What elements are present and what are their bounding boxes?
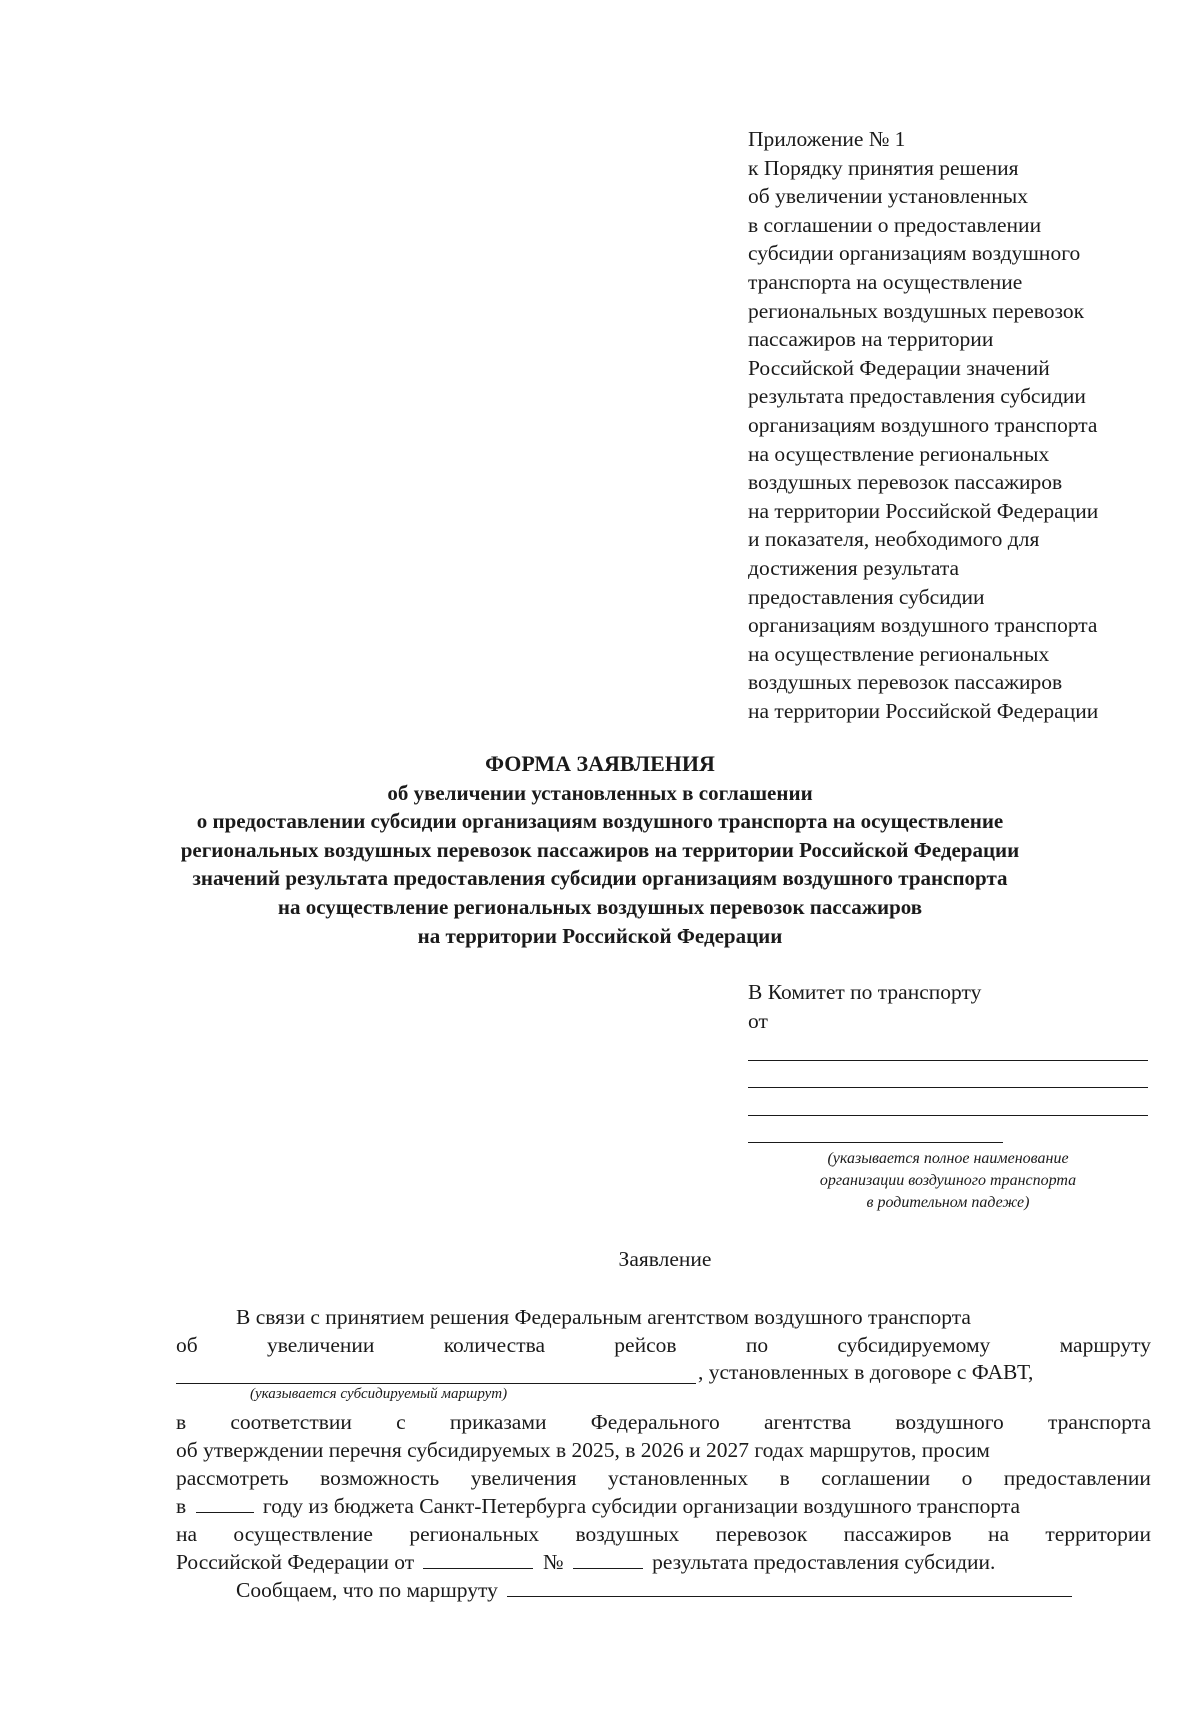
word: Федерального <box>590 1410 720 1434</box>
route-hint: (указывается субсидируемый маршрут) <box>250 1386 508 1402</box>
statement-line-2 <box>176 1333 1151 1358</box>
statement-line-3-suffix: , установленных в договоре с ФАВТ, <box>698 1360 1034 1384</box>
sender-name-line-4[interactable] <box>748 1142 1003 1143</box>
appendix-line: на осуществление региональных <box>748 441 1050 466</box>
appendix-line: воздушных перевозок пассажиров <box>748 470 1063 495</box>
caption-line: организации воздушного транспорта <box>819 1172 1077 1189</box>
word: установленных <box>607 1466 749 1490</box>
word: перевозок <box>715 1522 808 1546</box>
word: на <box>987 1522 1010 1546</box>
form-title-line: региональных воздушных перевозок пассажиров на территории Российской Федерации <box>180 837 1020 862</box>
word: с <box>396 1410 406 1434</box>
word: маршруту <box>1059 1333 1151 1357</box>
appendix-block <box>748 125 1168 725</box>
appendix-line: на осуществление региональных <box>748 641 1050 666</box>
form-title-main: ФОРМА ЗАЯВЛЕНИЯ <box>485 751 715 776</box>
appendix-line: региональных воздушных перевозок <box>748 298 1085 323</box>
word: пассажиров <box>843 1522 952 1546</box>
recipient-to: В Комитет по транспорту <box>748 980 982 1004</box>
route-field[interactable] <box>176 1383 696 1384</box>
word: осуществление <box>233 1522 373 1546</box>
word: на <box>176 1522 198 1546</box>
word: региональных <box>409 1522 540 1546</box>
appendix-line: достижения результата <box>748 555 960 580</box>
recipient-caption <box>748 1148 1148 1214</box>
form-title-line: на территории Российской Федерации <box>417 923 783 948</box>
appendix-line: и показателя, необходимого для <box>748 527 1040 552</box>
statement-line-4 <box>176 1410 1151 1435</box>
word: транспорта <box>1048 1410 1151 1434</box>
agreement-date-field[interactable] <box>423 1550 533 1569</box>
appendix-line: пассажиров на территории <box>748 327 994 352</box>
statement-line-7 <box>176 1494 1020 1519</box>
form-title <box>150 750 1050 950</box>
statement-line-8 <box>176 1522 1151 1547</box>
word: воздушного <box>895 1410 1004 1434</box>
word: возможность <box>320 1466 440 1490</box>
appendix-line: субсидии организациям воздушного <box>748 241 1081 266</box>
word: воздушных <box>575 1522 680 1546</box>
line7-prefix: в <box>176 1494 187 1518</box>
word: увеличения <box>470 1466 577 1490</box>
word: территории <box>1045 1522 1151 1546</box>
route-report-field[interactable] <box>507 1578 1072 1597</box>
appendix-line: Российской Федерации значений <box>748 355 1050 380</box>
appendix-line: организациям воздушного транспорта <box>748 613 1098 638</box>
appendix-line: на территории Российской Федерации <box>748 498 1099 523</box>
word: рейсов <box>614 1333 677 1357</box>
word: в <box>176 1410 187 1434</box>
appendix-line: предоставления субсидии <box>748 584 985 609</box>
agreement-number-field[interactable] <box>573 1550 643 1569</box>
statement-line-1: В связи с принятием решения Федеральным агентством воздушного транспорта <box>236 1305 971 1329</box>
form-title-line: о предоставлении субсидии организациям воздушного транспорта на осуществление <box>196 809 1004 834</box>
word: предоставлении <box>1003 1466 1151 1490</box>
word: приказами <box>449 1410 547 1434</box>
word: увеличении <box>266 1333 375 1357</box>
word: соответствии <box>230 1410 352 1434</box>
form-title-line: значений результата предоставления субсидии организациям воздушного транспорта <box>192 866 1008 891</box>
word: рассмотреть <box>176 1466 289 1490</box>
word: о <box>961 1466 973 1490</box>
appendix-line: к Порядку принятия решения <box>748 155 1019 180</box>
recipient-block <box>748 978 1148 1035</box>
appendix-line: на территории Российской Федерации <box>748 698 1099 723</box>
appendix-line: об увеличении установленных <box>748 184 1028 209</box>
word: соглашении <box>821 1466 931 1490</box>
recipient-from: от <box>748 1008 768 1033</box>
appendix-line: результата предоставления субсидии <box>748 384 1086 409</box>
statement-line-10 <box>236 1578 1072 1603</box>
statement-line-5: об утверждении перечня субсидируемых в 2025, в 2026 и 2027 годах маршрутов, просим <box>176 1438 990 1462</box>
caption-line: (указывается полное наименование <box>827 1150 1069 1167</box>
caption-line: в родительном падеже) <box>866 1194 1030 1211</box>
appendix-line: Приложение № 1 <box>748 127 906 151</box>
line9-suffix: результата предоставления субсидии. <box>652 1550 996 1574</box>
form-title-line: на осуществление региональных воздушных перевозок пассажиров <box>277 894 923 919</box>
appendix-line: воздушных перевозок пассажиров <box>748 670 1063 695</box>
sender-name-line-1[interactable] <box>748 1060 1148 1061</box>
statement-heading: Заявление <box>618 1247 712 1271</box>
sender-name-line-2[interactable] <box>748 1087 1148 1088</box>
number-sign: № <box>542 1550 564 1574</box>
form-title-line: об увеличении установленных в соглашении <box>387 780 813 805</box>
word: количества <box>443 1333 545 1357</box>
appendix-line: в соглашении о предоставлении <box>748 212 1042 237</box>
word: в <box>779 1466 790 1490</box>
line9-prefix: Российской Федерации от <box>176 1550 415 1574</box>
line10-prefix: Сообщаем, что по маршруту <box>236 1578 498 1602</box>
sender-name-line-3[interactable] <box>748 1115 1148 1116</box>
word: об <box>176 1333 198 1357</box>
year-field[interactable] <box>196 1494 254 1513</box>
word: агентства <box>763 1410 852 1434</box>
statement-line-6 <box>176 1466 1151 1491</box>
statement-line-9 <box>176 1550 995 1575</box>
appendix-line: организациям воздушного транспорта <box>748 412 1098 437</box>
appendix-line: транспорта на осуществление <box>748 269 1023 294</box>
word: по <box>745 1333 769 1357</box>
word: субсидируемому <box>837 1333 991 1357</box>
line7-suffix: году из бюджета Санкт-Петербурга субсидии организации воздушного транспорта <box>262 1494 1021 1518</box>
